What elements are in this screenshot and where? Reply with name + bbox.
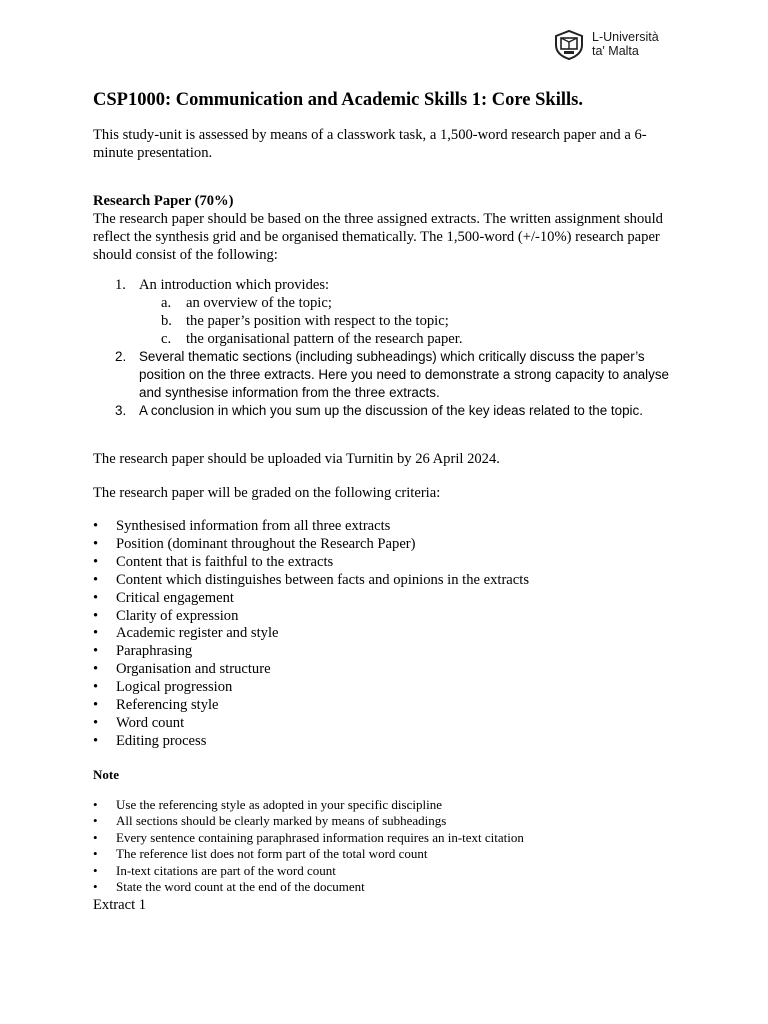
note-item: • In-text citations are part of the word count [93, 863, 524, 879]
list-number: 3. [115, 403, 127, 418]
research-paper-heading: Research Paper (70%) [93, 193, 234, 209]
note-heading: Note [93, 767, 119, 782]
requirement-text: An introduction which provides: [139, 277, 330, 293]
sub-item-text: the organisational pattern of the research paper. [186, 331, 463, 347]
university-crest-icon [552, 27, 586, 61]
criteria-item: • Clarity of expression [93, 608, 529, 626]
extract-heading: Extract 1 [93, 897, 147, 913]
note-list [93, 797, 524, 895]
university-wordmark [592, 30, 659, 58]
note-item: • Use the referencing style as adopted in your specific discipline [93, 797, 524, 813]
requirement-item [93, 348, 693, 402]
note-item: • All sections should be clearly marked by means of subheadings [93, 813, 524, 829]
sub-letter: a. [161, 295, 172, 311]
criteria-item: • Position (dominant throughout the Research Paper) [93, 536, 529, 554]
criteria-item: • Editing process [93, 733, 529, 751]
criteria-item: • Logical progression [93, 679, 529, 697]
introduction-sublist [139, 294, 693, 348]
sub-item [139, 330, 693, 348]
research-paper-paragraph: The research paper should be based on the three assigned extracts. The written assignment should reflect the synthesis grid and be organised thematically. The 1,500-word (+/-10%) research paper should consist of the following: [93, 211, 663, 263]
criteria-intro-text: The research paper will be graded on the following criteria: [93, 485, 441, 501]
criteria-item: • Organisation and structure [93, 661, 529, 679]
intro-paragraph: This study-unit is assessed by means of a classwork task, a 1,500-word research paper and a 6-minute presentation. [93, 127, 647, 161]
criteria-item: • Content which distinguishes between facts and opinions in the extracts [93, 572, 529, 590]
sub-item [139, 294, 693, 312]
criteria-item: • Referencing style [93, 697, 529, 715]
sub-item-text: the paper’s position with respect to the topic; [186, 313, 449, 329]
list-number: 2. [115, 349, 127, 364]
logo-line-1: L-Università [592, 30, 659, 44]
requirement-item [93, 402, 693, 420]
note-item: • Every sentence containing paraphrased information requires an in-text citation [93, 830, 524, 846]
upload-deadline-text: The research paper should be uploaded via Turnitin by 26 April 2024. [93, 451, 500, 467]
list-number: 1. [115, 277, 126, 293]
document-title: CSP1000: Communication and Academic Skills 1: Core Skills. [93, 90, 583, 110]
requirement-text: Several thematic sections (including subheadings) which critically discuss the paper’s position on the three extracts. Here you need to demonstrate a strong capacity to analyse and synthesise information from the three extracts. [139, 349, 669, 400]
sub-letter: b. [161, 313, 172, 329]
criteria-item: • Academic register and style [93, 625, 529, 643]
requirements-list [93, 276, 693, 420]
criteria-item: • Content that is faithful to the extracts [93, 554, 529, 572]
note-item: • The reference list does not form part of the total word count [93, 846, 524, 862]
requirement-text: A conclusion in which you sum up the discussion of the key ideas related to the topic. [139, 403, 643, 418]
criteria-list [93, 518, 529, 751]
sub-item [139, 312, 693, 330]
sub-letter: c. [161, 331, 172, 347]
sub-item-text: an overview of the topic; [186, 295, 332, 311]
requirement-item [93, 276, 693, 348]
criteria-item: • Word count [93, 715, 529, 733]
criteria-item: • Critical engagement [93, 590, 529, 608]
note-item: • State the word count at the end of the document [93, 879, 524, 895]
logo-line-2: ta' Malta [592, 44, 639, 58]
criteria-item: • Paraphrasing [93, 643, 529, 661]
criteria-item: • Synthesised information from all three extracts [93, 518, 529, 536]
university-logo [552, 22, 674, 66]
